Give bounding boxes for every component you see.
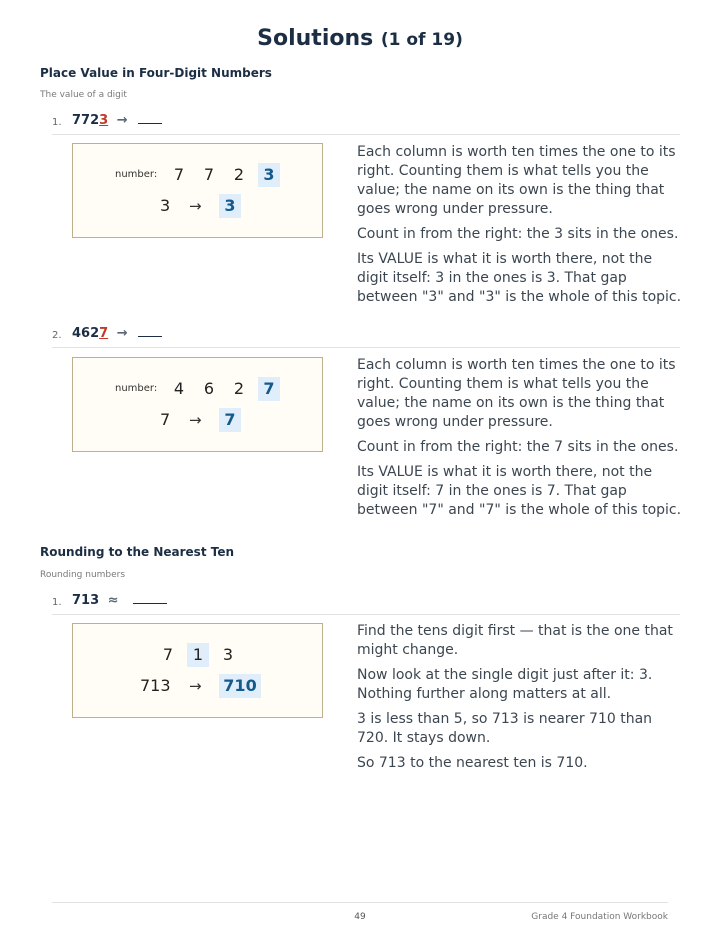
approx-icon: ≈ (107, 593, 119, 608)
highlighted-digit: 7 (99, 326, 109, 341)
explanation-paragraph: Its VALUE is what it is worth there, not the digit itself: 7 in the ones is 7. That gap between "7" and "7" is the whole of this topic. (357, 464, 682, 518)
digit-ones: 3 (222, 645, 234, 664)
selected-digit: 3 (160, 196, 171, 215)
problem-number: 1. (52, 597, 62, 608)
question-number: 462 (72, 326, 100, 341)
section-subtitle: The value of a digit (40, 90, 127, 100)
problem-number: 1. (52, 117, 62, 128)
original-number: 713 (140, 676, 171, 695)
digit-tens: 2 (233, 165, 245, 184)
book-title: Grade 4 Foundation Workbook (531, 912, 668, 922)
divider (52, 134, 680, 135)
answer-value: 3 (219, 194, 241, 218)
answer-value: 710 (219, 674, 261, 698)
explanation-paragraph: Find the tens digit first — that is the one that might change. (357, 623, 673, 658)
section-title: Place Value in Four-Digit Numbers (40, 66, 272, 80)
digit-tens: 2 (233, 379, 245, 398)
explanation-paragraph: Each column is worth ten times the one to its right. Counting them is what tells you the value; the name on its own is the thing that goes wrong under pressure. (357, 357, 676, 430)
number-label: number: (115, 383, 158, 394)
footer-divider (52, 902, 668, 903)
page-number: 49 (354, 912, 366, 922)
worked-solution-box (72, 357, 323, 452)
worked-solution-box (72, 143, 323, 238)
page-counter: (1 of 19) (380, 30, 463, 50)
explanation-paragraph: Count in from the right: the 7 sits in the ones. (357, 439, 679, 455)
digit-hundreds: 6 (203, 379, 215, 398)
digit-hundreds: 7 (203, 165, 215, 184)
divider (52, 347, 680, 348)
problem-number: 2. (52, 330, 62, 341)
explanation-paragraph: So 713 to the nearest ten is 710. (357, 755, 588, 771)
selected-digit: 7 (160, 410, 171, 429)
answer-value: 7 (219, 408, 241, 432)
problem-header (52, 326, 680, 346)
problem-header (52, 593, 680, 613)
explanation-paragraph: Count in from the right: the 3 sits in the ones. (357, 226, 679, 242)
answer-blank (138, 336, 162, 337)
question-number: 772 (72, 113, 100, 128)
answer-blank (138, 123, 162, 124)
page-title-main: Solutions (257, 26, 374, 51)
digit-thousands: 4 (173, 379, 185, 398)
section-title: Rounding to the Nearest Ten (40, 545, 235, 559)
number-label: number: (115, 169, 158, 180)
digit-ones-highlighted: 3 (258, 163, 280, 187)
answer-blank (133, 603, 167, 604)
problem-header (52, 113, 680, 133)
arrow-icon: → (189, 197, 202, 215)
digit-ones-highlighted: 7 (258, 377, 280, 401)
worked-solution-box (72, 623, 323, 718)
page-title (0, 26, 720, 51)
problem-question (72, 326, 162, 341)
explanation-paragraph: Now look at the single digit just after it: 3. Nothing further along matters at all. (357, 667, 653, 702)
question-number: 713 (72, 593, 100, 608)
explanation-paragraph: Each column is worth ten times the one to its right. Counting them is what tells you the value; the name on its own is the thing that goes wrong under pressure. (357, 144, 676, 217)
arrow-icon: → (116, 326, 128, 341)
arrow-icon: → (189, 677, 202, 695)
digit-tens-highlighted: 1 (187, 643, 209, 667)
highlighted-digit: 3 (99, 113, 109, 128)
problem-question (72, 593, 167, 608)
explanation (357, 356, 682, 526)
divider (52, 614, 680, 615)
digit-thousands: 7 (173, 165, 185, 184)
explanation (357, 622, 682, 779)
digit-hundreds: 7 (162, 645, 174, 664)
explanation (357, 143, 682, 313)
explanation-paragraph: 3 is less than 5, so 713 is nearer 710 than 720. It stays down. (357, 711, 653, 746)
arrow-icon: → (189, 411, 202, 429)
explanation-paragraph: Its VALUE is what it is worth there, not the digit itself: 3 in the ones is 3. That gap between "3" and "3" is the whole of this topic. (357, 251, 682, 305)
problem-question (72, 113, 162, 128)
section-subtitle: Rounding numbers (40, 570, 126, 580)
arrow-icon: → (116, 113, 128, 128)
